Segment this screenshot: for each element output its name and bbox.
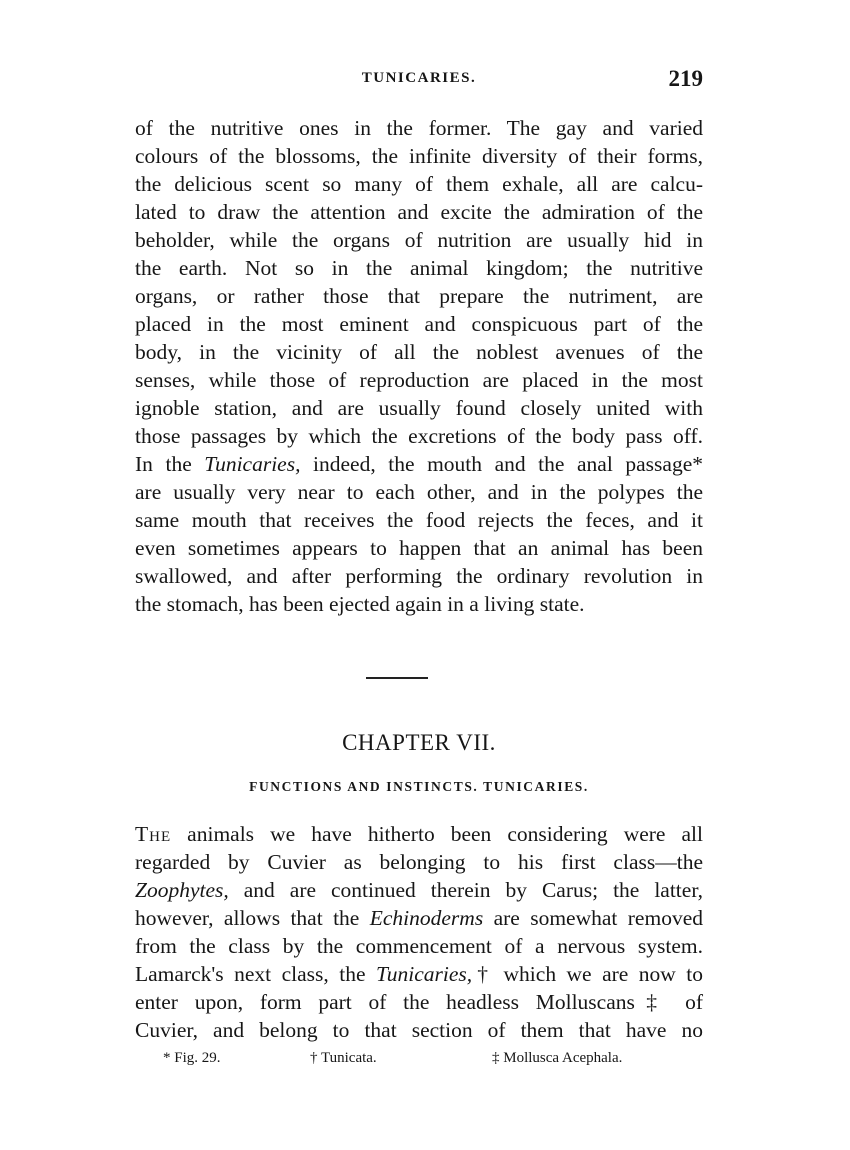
body-line: colours of the blossoms, the infinite diversity of their forms,	[135, 144, 703, 168]
chapter-subtitle: FUNCTIONS AND INSTINCTS. TUNICARIES.	[249, 779, 589, 794]
body-line: body, in the vicinity of all the noblest avenues of the	[135, 340, 703, 364]
chapter-line	[135, 876, 703, 904]
section-divider	[366, 677, 428, 679]
italic-term-tunicaries: Tunicaries,	[375, 962, 473, 986]
body-line: same mouth that receives the food rejects the feces, and it	[135, 508, 703, 532]
running-head	[135, 66, 703, 92]
body-line: the delicious scent so many of them exhale, all are calcu-	[135, 172, 703, 196]
chapter-line-segment: however, allows that the	[135, 906, 370, 930]
body-line-last: the stomach, has been ejected again in a living state.	[135, 592, 585, 616]
body-line: senses, while those of reproduction are placed in the most	[135, 368, 703, 392]
body-line: of the nutritive ones in the former. The gay and varied	[135, 116, 703, 140]
body-line: are usually very near to each other, and in the polypes the	[135, 480, 703, 504]
body-line: organs, or rather those that prepare the nutriment, are	[135, 284, 703, 308]
body-line: even sometimes appears to happen that an animal has been	[135, 536, 703, 560]
body-line: beholder, while the organs of nutrition are usually hid in	[135, 228, 703, 252]
chapter-line	[135, 904, 703, 932]
page-number: 219	[668, 66, 703, 91]
chapter-line: Cuvier, and belong to that section of them that have no	[135, 1018, 703, 1042]
italic-term-tunicaries: Tunicaries,	[204, 452, 301, 476]
chapter-line-segment: and are continued therein by Carus; the latter,	[228, 878, 703, 902]
body-line: placed in the most eminent and conspicuous part of the	[135, 312, 703, 336]
body-line: those passages by which the excretions of the body pass off.	[135, 424, 703, 448]
body-line: swallowed, and after performing the ordinary revolution in	[135, 564, 703, 588]
footnote-1: * Fig. 29.	[163, 1050, 221, 1066]
footnote-2: † Tunicata.	[310, 1050, 377, 1066]
italic-term-echinoderms: Echinoderms	[369, 906, 484, 930]
chapter-line: enter upon, form part of the headless Molluscans‡ of	[135, 990, 703, 1014]
chapter-line-segment: † which we are now to	[472, 962, 703, 986]
footnote-3: ‡ Mollusca Acephala.	[492, 1050, 623, 1066]
smallcaps-opening-word: The	[135, 822, 172, 846]
footnotes	[135, 1050, 703, 1072]
body-line: ignoble station, and are usually found closely united with	[135, 396, 703, 420]
chapter-line: from the class by the commencement of a nervous system.	[135, 934, 703, 958]
italic-term-zoophytes: Zoophytes,	[135, 878, 229, 902]
chapter-title: CHAPTER VII.	[342, 730, 496, 755]
body-line: lated to draw the attention and excite the admiration of the	[135, 200, 703, 224]
body-line: the earth. Not so in the animal kingdom; the nutritive	[135, 256, 703, 280]
body-line-segment: indeed, the mouth and the anal passage*	[300, 452, 703, 476]
chapter-line-segment: Lamarck's next class, the	[135, 962, 376, 986]
chapter-line-segment: are somewhat removed	[483, 906, 703, 930]
chapter-line	[135, 960, 703, 988]
chapter-line: regarded by Cuvier as belonging to his first class—the	[135, 850, 703, 874]
chapter-line	[135, 820, 703, 848]
chapter-line-segment: animals we have hitherto been considering were all	[171, 822, 703, 846]
running-title: TUNICARIES.	[361, 70, 477, 86]
body-line	[135, 450, 703, 478]
body-line-segment: In the	[135, 452, 205, 476]
